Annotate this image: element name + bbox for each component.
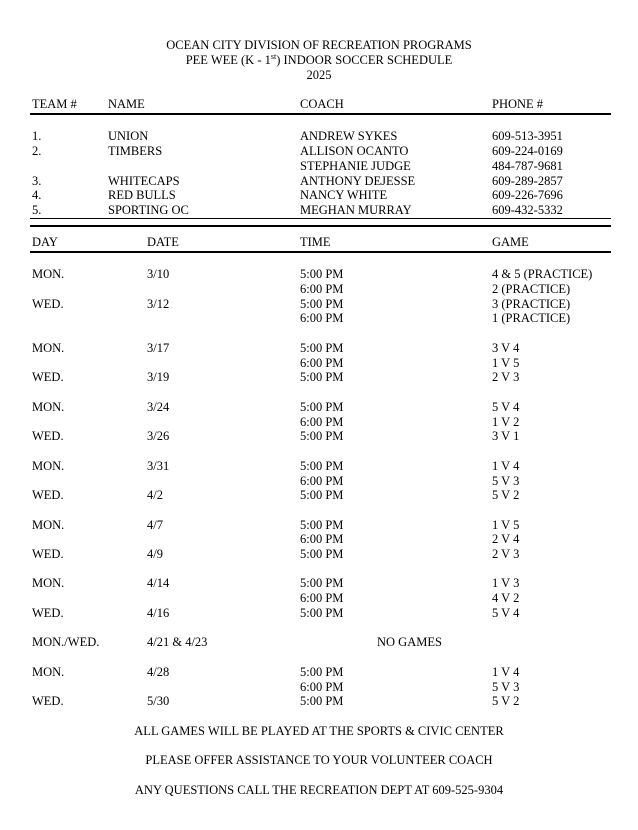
title-line-2-end: ) INDOOR SOCCER SCHEDULE: [276, 53, 453, 67]
team-coach: NANCY WHITE: [300, 188, 388, 202]
schedule-day: MON.: [32, 518, 65, 532]
schedule-game: 5 V 2: [492, 488, 520, 502]
schedule-game: 1 V 2: [492, 415, 520, 429]
schedule-header-game: GAME: [492, 235, 529, 249]
schedule-day: WED.: [32, 429, 64, 443]
schedule-game: 3 (PRACTICE): [492, 297, 571, 311]
schedule-date: 4/7: [147, 518, 163, 532]
schedule-game: 1 (PRACTICE): [492, 311, 571, 325]
schedule-header-rule: [30, 251, 611, 253]
schedule-header-day: DAY: [32, 235, 58, 249]
schedule-game: 5 V 3: [492, 680, 520, 694]
schedule-time: 5:00 PM: [300, 297, 344, 311]
team-name: SPORTING OC: [108, 203, 189, 217]
schedule-date: 3/31: [147, 459, 170, 473]
team-number: 2.: [32, 144, 42, 158]
schedule-game: 5 V 2: [492, 694, 520, 708]
schedule-day: WED.: [32, 547, 64, 561]
schedule-date: 4/9: [147, 547, 163, 561]
schedule-time: 5:00 PM: [300, 518, 344, 532]
team-name: TIMBERS: [108, 144, 163, 158]
teams-header-coach: COACH: [300, 97, 344, 111]
schedule-date: 3/10: [147, 267, 170, 281]
team-phone: 609-224-0169: [492, 144, 563, 158]
schedule-date: 3/24: [147, 400, 170, 414]
title-line-2-start: PEE WEE (K - 1: [185, 53, 271, 67]
title-superscript: st: [270, 51, 277, 61]
schedule-time: 5:00 PM: [300, 341, 344, 355]
schedule-game: 1 V 4: [492, 459, 520, 473]
schedule-day: WED.: [32, 297, 64, 311]
schedule-time: 5:00 PM: [300, 400, 344, 414]
schedule-day: MON.: [32, 341, 65, 355]
team-number: 5.: [32, 203, 42, 217]
schedule-time: 5:00 PM: [300, 547, 344, 561]
schedule-day: WED.: [32, 694, 64, 708]
schedule-day: WED.: [32, 488, 64, 502]
schedule-game: 2 V 3: [492, 370, 520, 384]
team-coach: ANTHONY DEJESSE: [300, 174, 416, 188]
schedule-game: 1 V 5: [492, 518, 520, 532]
schedule-day: WED.: [32, 370, 64, 384]
schedule-time: 6:00 PM: [300, 532, 344, 546]
team-phone: 484-787-9681: [492, 159, 563, 173]
schedule-game: 1 V 4: [492, 665, 520, 679]
schedule-date: 4/14: [147, 576, 170, 590]
schedule-date: 5/30: [147, 694, 170, 708]
schedule-time: 5:00 PM: [300, 665, 344, 679]
schedule-day: MON.: [32, 576, 65, 590]
schedule-time: 6:00 PM: [300, 415, 344, 429]
schedule-game: 5 V 4: [492, 400, 520, 414]
schedule-time: 5:00 PM: [300, 488, 344, 502]
schedule-game: 3 V 4: [492, 341, 520, 355]
team-name: WHITECAPS: [108, 174, 180, 188]
team-number: 4.: [32, 188, 42, 202]
schedule-game: 1 V 5: [492, 356, 520, 370]
schedule-game: 4 V 2: [492, 591, 520, 605]
schedule-time: 5:00 PM: [300, 459, 344, 473]
schedule-time: 6:00 PM: [300, 680, 344, 694]
schedule-header-date: DATE: [147, 235, 179, 249]
schedule-game: 1 V 3: [492, 576, 520, 590]
schedule-game: 2 (PRACTICE): [492, 282, 571, 296]
schedule-time: 5:00 PM: [300, 429, 344, 443]
team-name: RED BULLS: [108, 188, 176, 202]
schedule-day: MON.: [32, 400, 65, 414]
teams-header-team: TEAM #: [32, 97, 77, 111]
footer-contact-note: ANY QUESTIONS CALL THE RECREATION DEPT AT 609-525-9304: [134, 783, 504, 797]
teams-bottom-rule: [30, 218, 611, 219]
schedule-date: 4/28: [147, 665, 170, 679]
schedule-time: 5:00 PM: [300, 370, 344, 384]
schedule-date: 3/17: [147, 341, 170, 355]
schedule-date: 3/12: [147, 297, 170, 311]
schedule-day: MON.: [32, 665, 65, 679]
schedule-time: 6:00 PM: [300, 474, 344, 488]
schedule-time: 5:00 PM: [300, 694, 344, 708]
footer-volunteer-note: PLEASE OFFER ASSISTANCE TO YOUR VOLUNTEER COACH: [145, 753, 493, 767]
team-coach: MEGHAN MURRAY: [300, 203, 412, 217]
footer-venue-note: ALL GAMES WILL BE PLAYED AT THE SPORTS & CIVIC CENTER: [134, 724, 504, 738]
schedule-date: 3/19: [147, 370, 170, 384]
schedule-time: 5:00 PM: [300, 576, 344, 590]
team-phone: 609-289-2857: [492, 174, 563, 188]
team-coach: ALLISON OCANTO: [300, 144, 409, 158]
team-coach: ANDREW SYKES: [300, 129, 398, 143]
schedule-day: MON.: [32, 267, 65, 281]
title-year: 2025: [306, 68, 332, 82]
title-line-1: OCEAN CITY DIVISION OF RECREATION PROGRAMS: [166, 38, 472, 52]
team-number: 1.: [32, 129, 42, 143]
schedule-day: MON.: [32, 459, 65, 473]
schedule-day: WED.: [32, 606, 64, 620]
schedule-date: 4/16: [147, 606, 170, 620]
teams-header-rule: [30, 113, 611, 115]
team-phone: 609-226-7696: [492, 188, 563, 202]
schedule-time: 6:00 PM: [300, 311, 344, 325]
teams-header-phone: PHONE #: [492, 97, 544, 111]
schedule-game: 2 V 3: [492, 547, 520, 561]
teams-header-name: NAME: [108, 97, 145, 111]
schedule-time: 6:00 PM: [300, 356, 344, 370]
schedule-game: 3 V 1: [492, 429, 520, 443]
no-games-note: NO GAMES: [377, 635, 442, 649]
team-name: UNION: [108, 129, 149, 143]
schedule-time: 6:00 PM: [300, 591, 344, 605]
schedule-time: 5:00 PM: [300, 267, 344, 281]
schedule-date: 3/26: [147, 429, 170, 443]
team-coach: STEPHANIE JUDGE: [300, 159, 411, 173]
schedule-game: 2 V 4: [492, 532, 520, 546]
schedule-game: 5 V 4: [492, 606, 520, 620]
schedule-date: 4/2: [147, 488, 163, 502]
title-line-2: [0, 53, 638, 68]
team-phone: 609-432-5332: [492, 203, 563, 217]
schedule-date: 4/21 & 4/23: [147, 635, 208, 649]
schedule-header-time: TIME: [300, 235, 331, 249]
schedule-day: MON./WED.: [32, 635, 100, 649]
schedule-top-rule: [30, 225, 611, 227]
team-phone: 609-513-3951: [492, 129, 563, 143]
schedule-game: 4 & 5 (PRACTICE): [492, 267, 593, 281]
schedule-time: 6:00 PM: [300, 282, 344, 296]
schedule-game: 5 V 3: [492, 474, 520, 488]
schedule-time: 5:00 PM: [300, 606, 344, 620]
team-number: 3.: [32, 174, 42, 188]
